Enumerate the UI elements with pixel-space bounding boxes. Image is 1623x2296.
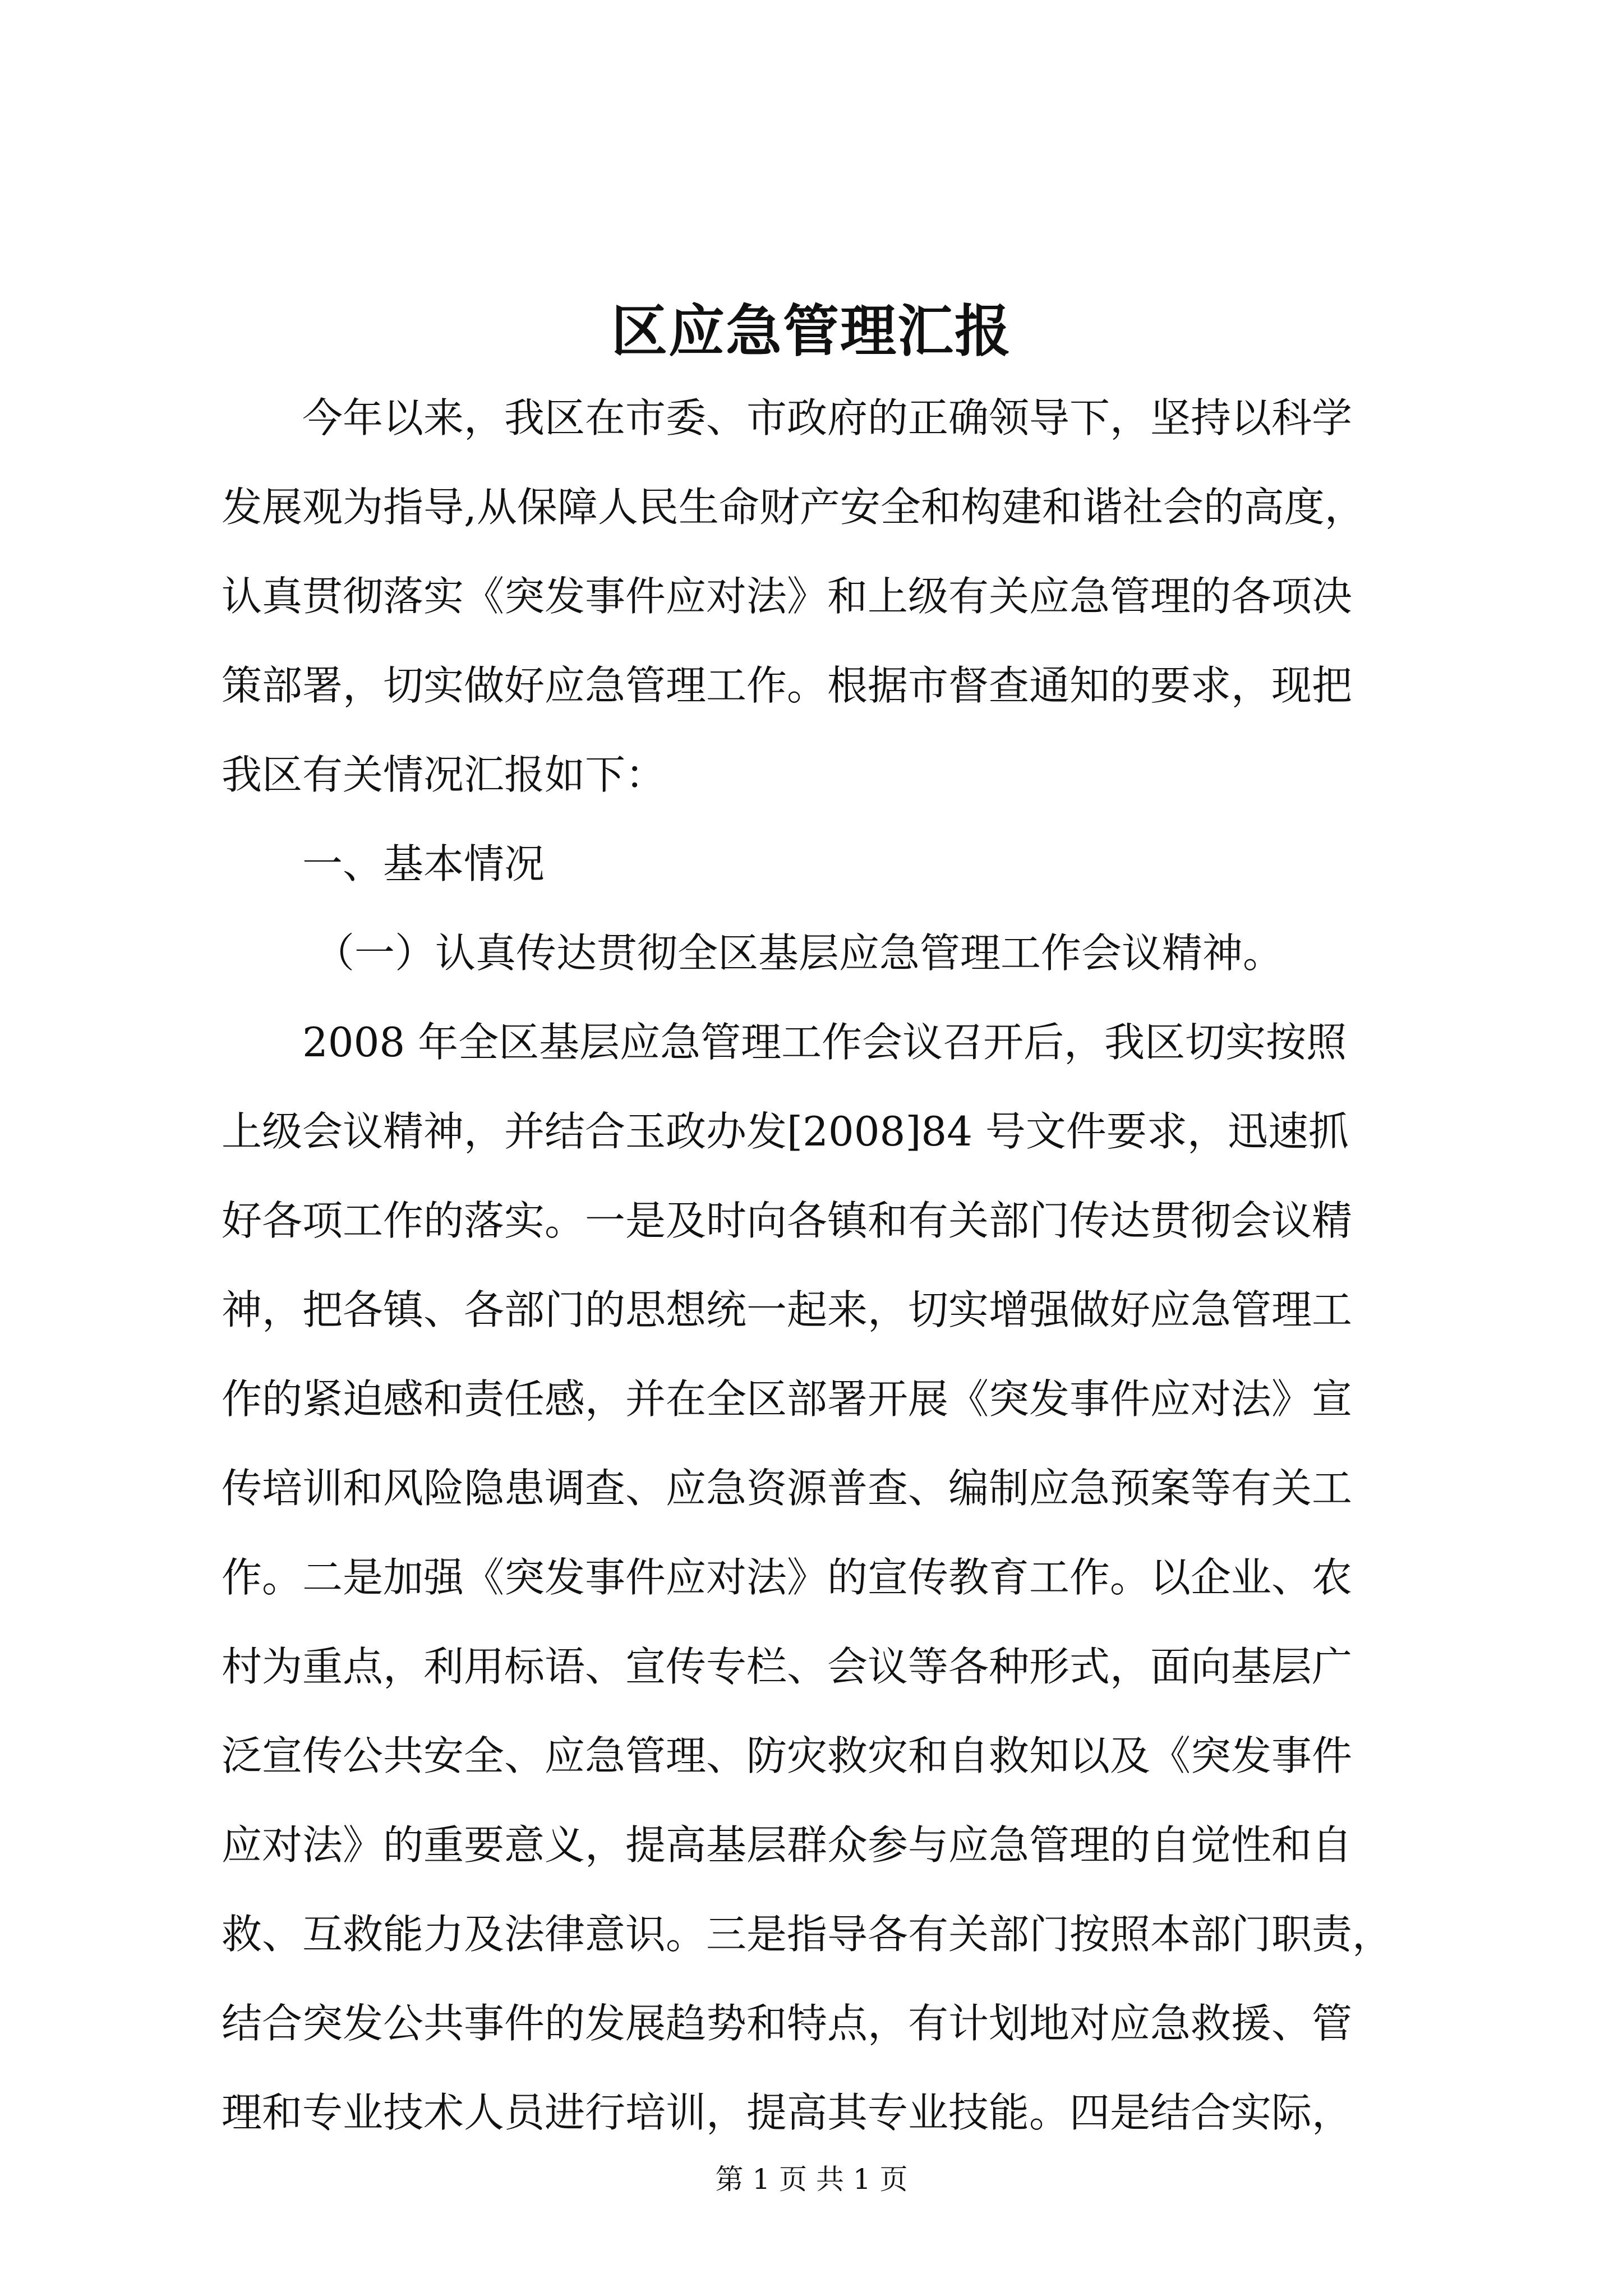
paragraph-line: 结合突发公共事件的发展趋势和特点，有计划地对应急救援、管	[222, 2000, 1353, 2047]
paragraph-line: 今年以来，我区在市委、市政府的正确领导下，坚持以科学	[302, 394, 1353, 441]
paragraph-line: 上级会议精神，并结合玉政办发[2008]84 号文件要求，迅速抓	[222, 1108, 1349, 1155]
paragraph-line: 好各项工作的落实。一是及时向各镇和有关部门传达贯彻会议精	[222, 1197, 1353, 1244]
paragraph-line: 作的紧迫感和责任感，并在全区部署开展《突发事件应对法》宣	[222, 1375, 1353, 1423]
paragraph-line: 救、互救能力及法律意识。三是指导各有关部门按照本部门职责，	[222, 1911, 1393, 1958]
section-heading: 一、基本情况	[302, 840, 545, 887]
subsection-heading: （一）认真传达贯彻全区基层应急管理工作会议精神。	[314, 930, 1284, 977]
paragraph-line: 我区有关情况汇报如下：	[222, 751, 666, 798]
paragraph-line: 认真贯彻落实《突发事件应对法》和上级有关应急管理的各项决	[222, 573, 1353, 620]
paragraph-line: 传培训和风险隐患调查、应急资源普查、编制应急预案等有关工	[222, 1465, 1353, 1512]
paragraph-line: 策部署，切实做好应急管理工作。根据市督查通知的要求，现把	[222, 662, 1353, 709]
paragraph-line: 发展观为指导,从保障人民生命财产安全和构建和谐社会的高度，	[222, 484, 1365, 531]
paragraph-line: 应对法》的重要意义，提高基层群众参与应急管理的自觉性和自	[222, 1821, 1353, 1869]
paragraph-line: 泛宣传公共安全、应急管理、防灾救灾和自救知以及《突发事件	[222, 1732, 1353, 1779]
paragraph-line: 村为重点，利用标语、宣传专栏、会议等各种形式，面向基层广	[222, 1643, 1353, 1690]
paragraph-line: 理和专业技术人员进行培训，提高其专业技能。四是结合实际，	[222, 2089, 1353, 2136]
paragraph-line: 作。二是加强《突发事件应对法》的宣传教育工作。以企业、农	[222, 1554, 1353, 1601]
page-number-footer: 第 1 页 共 1 页	[715, 2163, 908, 2196]
paragraph-line: 神，把各镇、各部门的思想统一起来，切实增强做好应急管理工	[222, 1286, 1353, 1333]
document-title: 区应急管理汇报	[611, 298, 1012, 364]
paragraph-line: 2008 年全区基层应急管理工作会议召开后，我区切实按照	[302, 1019, 1347, 1066]
